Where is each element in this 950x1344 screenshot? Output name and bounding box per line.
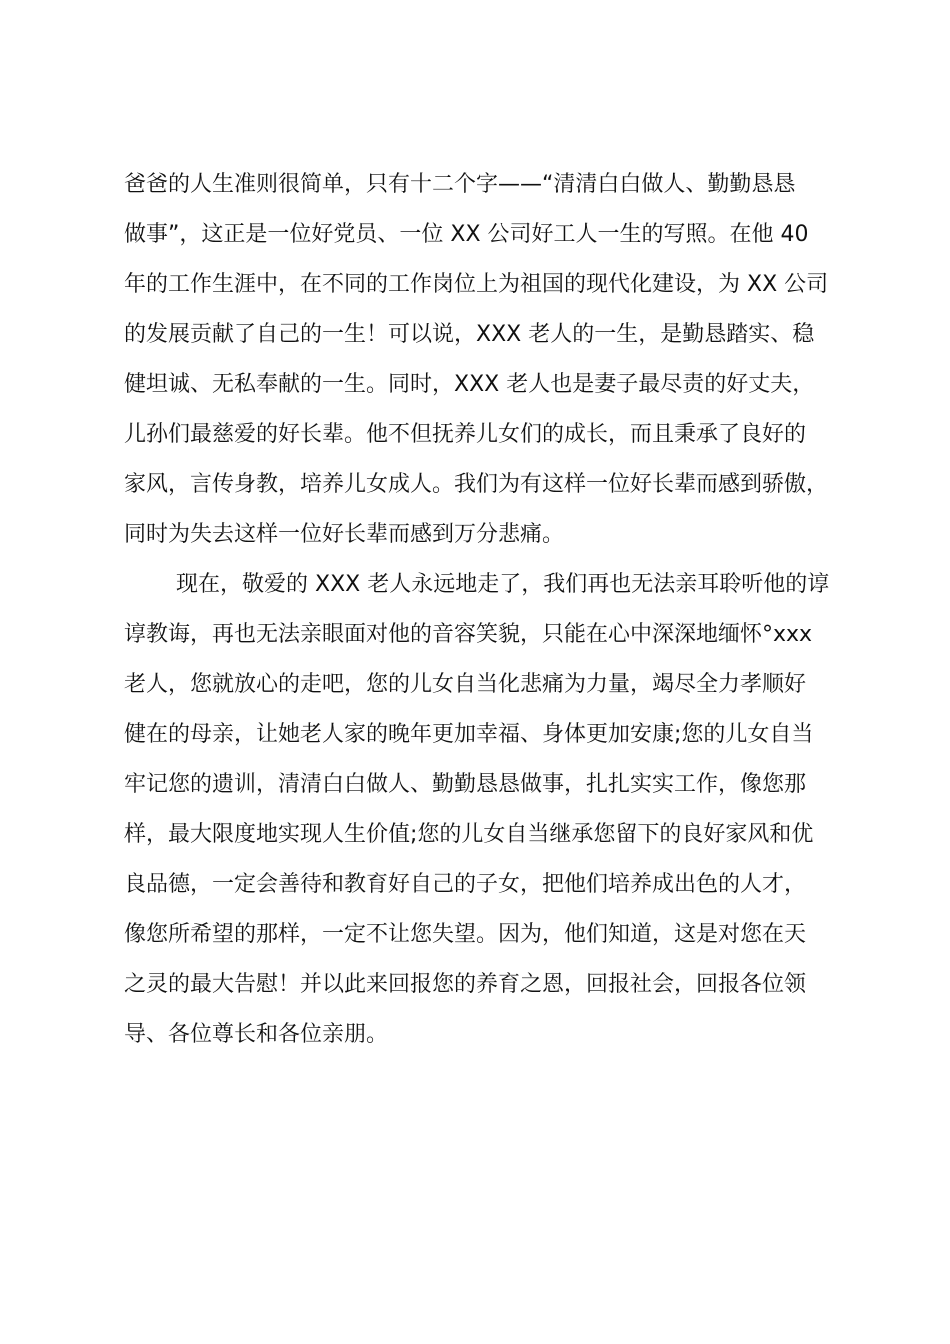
paragraph-line: 像您所希望的那样，一定不让您失望。因为，他们知道，这是对您在天 [124,922,807,947]
paragraph-line: 爸爸的人生准则很简单，只有十二个字——“清清白白做人、勤勤恳恳 [124,172,796,197]
paragraph-line: 的发展贡献了自己的一生！可以说，XXX 老人的一生，是勤恳踏实、稳 [124,322,815,347]
paragraph-line: 牢记您的遗训，清清白白做人、勤勤恳恳做事，扎扎实实工作，像您那 [124,772,807,797]
paragraph-line: 健在的母亲，让她老人家的晚年更加幸福、身体更加安康;您的儿女自当 [124,722,814,747]
paragraph-line: 导、各位尊长和各位亲朋。 [124,1022,389,1047]
paragraph-line: 良品德，一定会善待和教育好自己的子女，把他们培养成出色的人才， [124,872,807,897]
paragraph-line: 年的工作生涯中，在不同的工作岗位上为祖国的现代化建设，为 XX 公司 [124,272,829,297]
paragraph-line: 谆教诲，再也无法亲眼面对他的音容笑貌，只能在心中深深地缅怀°xxx [124,622,813,647]
paragraph-line: 家风，言传身教，培养儿女成人。我们为有这样一位好长辈而感到骄傲， [124,472,829,497]
paragraph-line: 同时为失去这样一位好长辈而感到万分悲痛。 [124,522,565,547]
paragraph-line: 做事”，这正是一位好党员、一位 XX 公司好工人一生的写照。在他 40 [124,222,809,247]
paragraph-line: 老人，您就放心的走吧，您的儿女自当化悲痛为力量，竭尽全力孝顺好 [124,672,807,697]
paragraph-line: 样，最大限度地实现人生价值;您的儿女自当继承您留下的良好家风和优 [124,822,814,847]
paragraph-line: 现在，敬爱的 XXX 老人永远地走了，我们再也无法亲耳聆听他的谆 [176,572,830,597]
paragraph-line: 儿孙们最慈爱的好长辈。他不但抚养儿女们的成长，而且秉承了良好的 [124,422,807,447]
paragraph-line: 之灵的最大告慰！并以此来回报您的养育之恩，回报社会，回报各位领 [124,972,807,997]
paragraph-line: 健坦诚、无私奉献的一生。同时，XXX 老人也是妻子最尽责的好丈夫， [124,372,815,397]
